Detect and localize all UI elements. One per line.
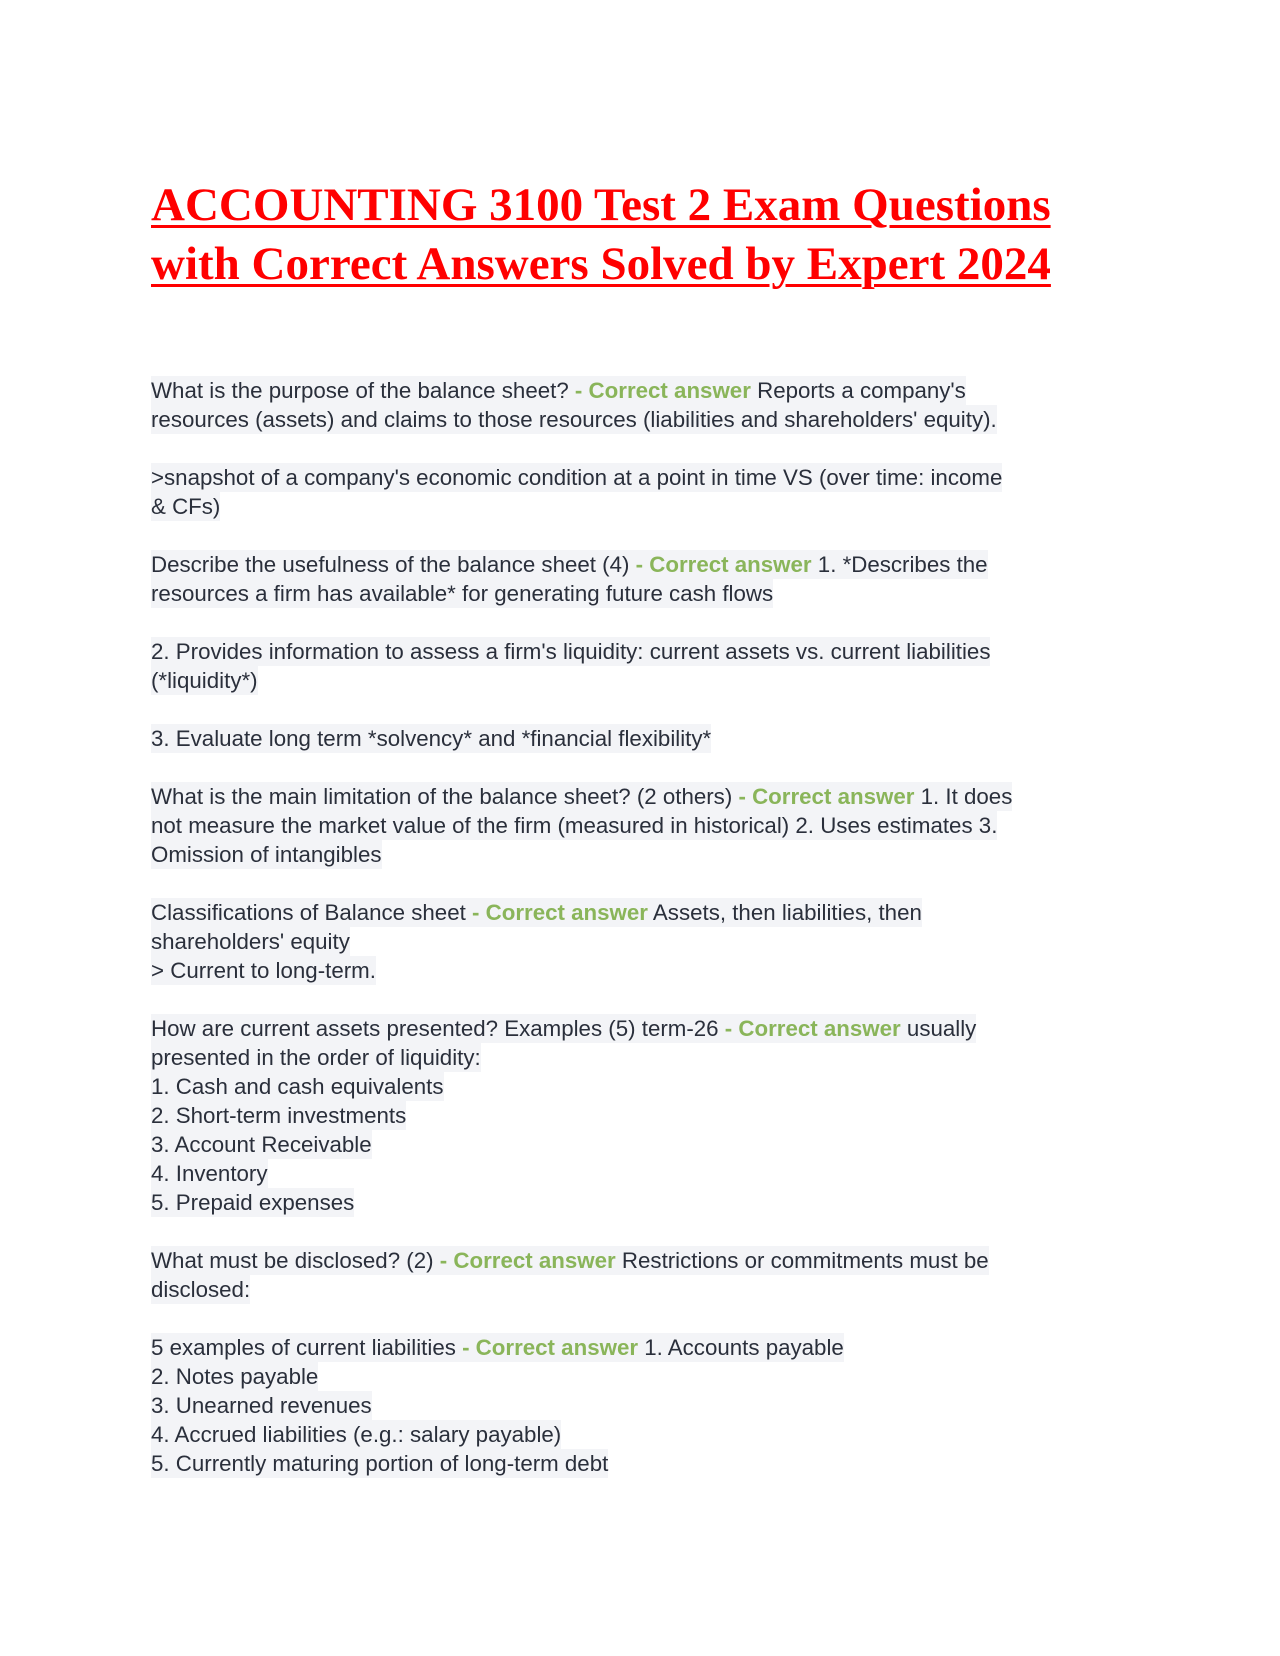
qa-item	[151, 1246, 1131, 1304]
question-text: What is the main limitation of the balance sheet? (2 others)	[151, 784, 739, 809]
title-line-2: with Correct Answers Solved by Expert 2024	[151, 238, 1051, 290]
answer-line: shareholders' equity	[151, 929, 350, 954]
correct-answer-label: - Correct answer	[635, 552, 812, 577]
answer-line: 5. Currently maturing portion of long-term debt	[151, 1451, 609, 1476]
qa-item	[151, 1333, 1131, 1478]
question-text: Describe the usefulness of the balance sheet (4)	[151, 552, 636, 577]
answer-line: 1. Cash and cash equivalents	[151, 1074, 444, 1099]
correct-answer-label: - Correct answer	[462, 1335, 639, 1360]
answer-line: resources a firm has available* for generating future cash flows	[151, 581, 774, 606]
answer-line: 4. Accrued liabilities (e.g.: salary payable)	[151, 1422, 562, 1447]
note-line: 2. Provides information to assess a firm's liquidity: current assets vs. current liabilities	[151, 639, 991, 664]
answer-text: Assets, then liabilities, then	[647, 900, 922, 925]
question-text: How are current assets presented? Examples (5) term-26	[151, 1016, 725, 1041]
answer-line: 5. Prepaid expenses	[151, 1190, 355, 1215]
correct-answer-label: - Correct answer	[439, 1248, 616, 1273]
note-item	[151, 637, 1131, 695]
answer-line: 2. Short-term investments	[151, 1103, 407, 1128]
qa-item	[151, 376, 1131, 434]
answer-line: 2. Notes payable	[151, 1364, 319, 1389]
question-line	[151, 550, 988, 579]
answer-text: Restrictions or commitments must be	[615, 1248, 989, 1273]
answer-line: 4. Inventory	[151, 1161, 268, 1186]
correct-answer-label: - Correct answer	[724, 1016, 901, 1041]
qa-item	[151, 782, 1131, 869]
answer-text: 1. Accounts payable	[638, 1335, 844, 1360]
question-line	[151, 376, 966, 405]
title-line-1: ACCOUNTING 3100 Test 2 Exam Questions	[151, 179, 1051, 231]
document-title	[151, 176, 1131, 294]
question-text: 5 examples of current liabilities	[151, 1335, 463, 1360]
answer-text: 1. It does	[914, 784, 1013, 809]
answer-line: Omission of intangibles	[151, 842, 382, 867]
note-line: 3. Evaluate long term *solvency* and *financial flexibility*	[151, 726, 712, 751]
answer-text: Reports a company's	[750, 378, 966, 403]
qa-list	[151, 376, 1131, 1478]
question-text: What is the purpose of the balance sheet?	[151, 378, 575, 403]
answer-line: disclosed:	[151, 1277, 251, 1302]
note-line: (*liquidity*)	[151, 668, 258, 693]
correct-answer-label: - Correct answer	[738, 784, 915, 809]
note-line: & CFs)	[151, 494, 221, 519]
question-line	[151, 782, 1012, 811]
correct-answer-label: - Correct answer	[472, 900, 648, 925]
answer-line: presented in the order of liquidity:	[151, 1045, 481, 1070]
answer-text: usually	[900, 1016, 977, 1041]
answer-line: 3. Unearned revenues	[151, 1393, 372, 1418]
note-item	[151, 463, 1131, 521]
answer-line: > Current to long-term.	[151, 958, 376, 983]
note-item	[151, 724, 1131, 753]
qa-item	[151, 1014, 1131, 1217]
question-line	[151, 898, 922, 927]
document-page	[151, 176, 1131, 1507]
answer-line: not measure the market value of the firm (measured in historical) 2. Uses estimates 3.	[151, 813, 998, 838]
correct-answer-label: - Correct answer	[574, 378, 751, 403]
question-line	[151, 1246, 989, 1275]
question-line	[151, 1333, 844, 1362]
question-text: What must be disclosed? (2)	[151, 1248, 440, 1273]
question-text: Classifications of Balance sheet	[151, 900, 472, 925]
answer-text: 1. *Describes the	[811, 552, 988, 577]
answer-line: resources (assets) and claims to those resources (liabilities and shareholders' equity).	[151, 407, 997, 432]
note-line: >snapshot of a company's economic condition at a point in time VS (over time: income	[151, 465, 1003, 490]
qa-item	[151, 898, 1131, 985]
question-line	[151, 1014, 976, 1043]
qa-item	[151, 550, 1131, 608]
answer-line: 3. Account Receivable	[151, 1132, 372, 1157]
